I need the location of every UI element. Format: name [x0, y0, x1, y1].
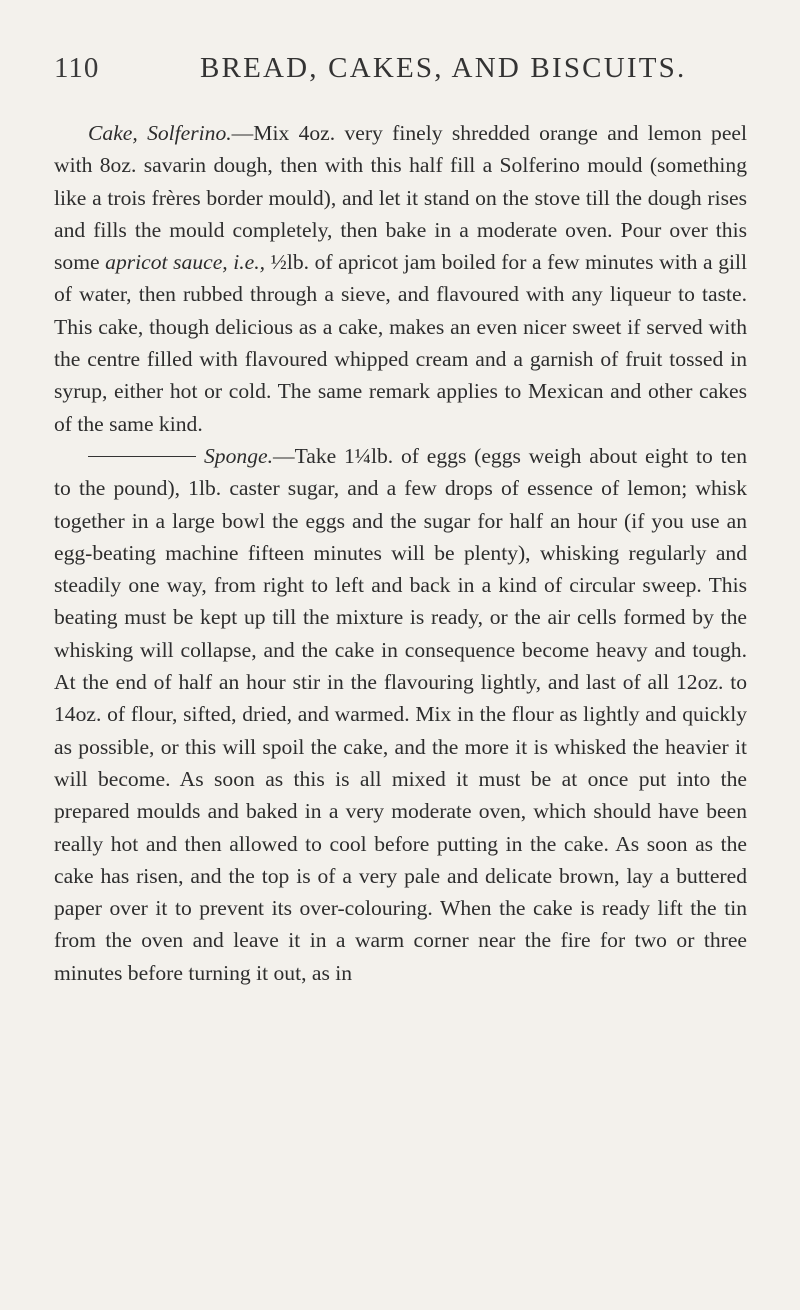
paragraph-solferino — [54, 117, 747, 440]
paragraph-text: —Take 1¼lb. of eggs (eggs weigh about eight to ten to the pound), 1lb. caster sugar, and a few drops of essence of lemon; whisk together in a large bowl the eggs and the sugar for half an hour (if you use an egg-beating machine fifteen minutes will be plenty), whisking regularly and steadily one way, from right to left and back in a kind of circular sweep. This beating must be kept up till the mixture is ready, or the air cells formed by the whisking will collapse, and the cake in consequence become heavy and tough. At the end of half an hour stir in the flavouring lightly, and last of all 12oz. to 14oz. of flour, sifted, dried, and warmed. Mix in the flour as lightly and quickly as possible, or this will spoil the cake, and the more it is whisked the heavier it will become. As soon as this is all mixed it must be at once put into the prepared moulds and baked in a very moderate oven, which should have been really hot and then allowed to cool before putting in the cake. As soon as the cake has risen, and the top is of a very pale and delicate brown, lay a buttered paper over it to prevent its over-colouring. When the cake is ready lift the tin from the oven and leave it in a warm corner near the fire for two or three minutes before turning it out, as in — [54, 443, 747, 985]
paragraph-text: —Mix 4oz. very finely shredded orange and lemon peel with 8oz. savarin dough, then with this half fill a Solferino mould (something like a trois frères border mould), and let it stand on the stove till the dough rises and fills the mould completely, then bake in a moderate oven. Pour over this some — [54, 121, 747, 275]
recipe-title-sponge: Sponge. — [204, 443, 273, 468]
sauce-term: apricot sauce, i.e., — [105, 250, 266, 275]
recipe-title-solferino: Cake, Solferino. — [88, 121, 232, 145]
page-header — [54, 52, 744, 92]
page-number: 110 — [54, 52, 100, 84]
paragraph-sponge — [54, 440, 747, 989]
paragraph-text: ½lb. of apricot jam boiled for a few minutes with a gill of water, then rubbed through a sieve, and flavoured with any liqueur to taste. This cake, though delicious as a cake, makes an even nicer sweet if served with the centre filled with flavoured whipped cream and a garnish of fruit tossed in syrup, either hot or cold. The same remark applies to Mexican and other cakes of the same kind. — [54, 250, 747, 436]
ditto-dash — [88, 456, 196, 457]
running-title: BREAD, CAKES, AND BISCUITS. — [200, 52, 687, 84]
body-text — [54, 117, 747, 989]
